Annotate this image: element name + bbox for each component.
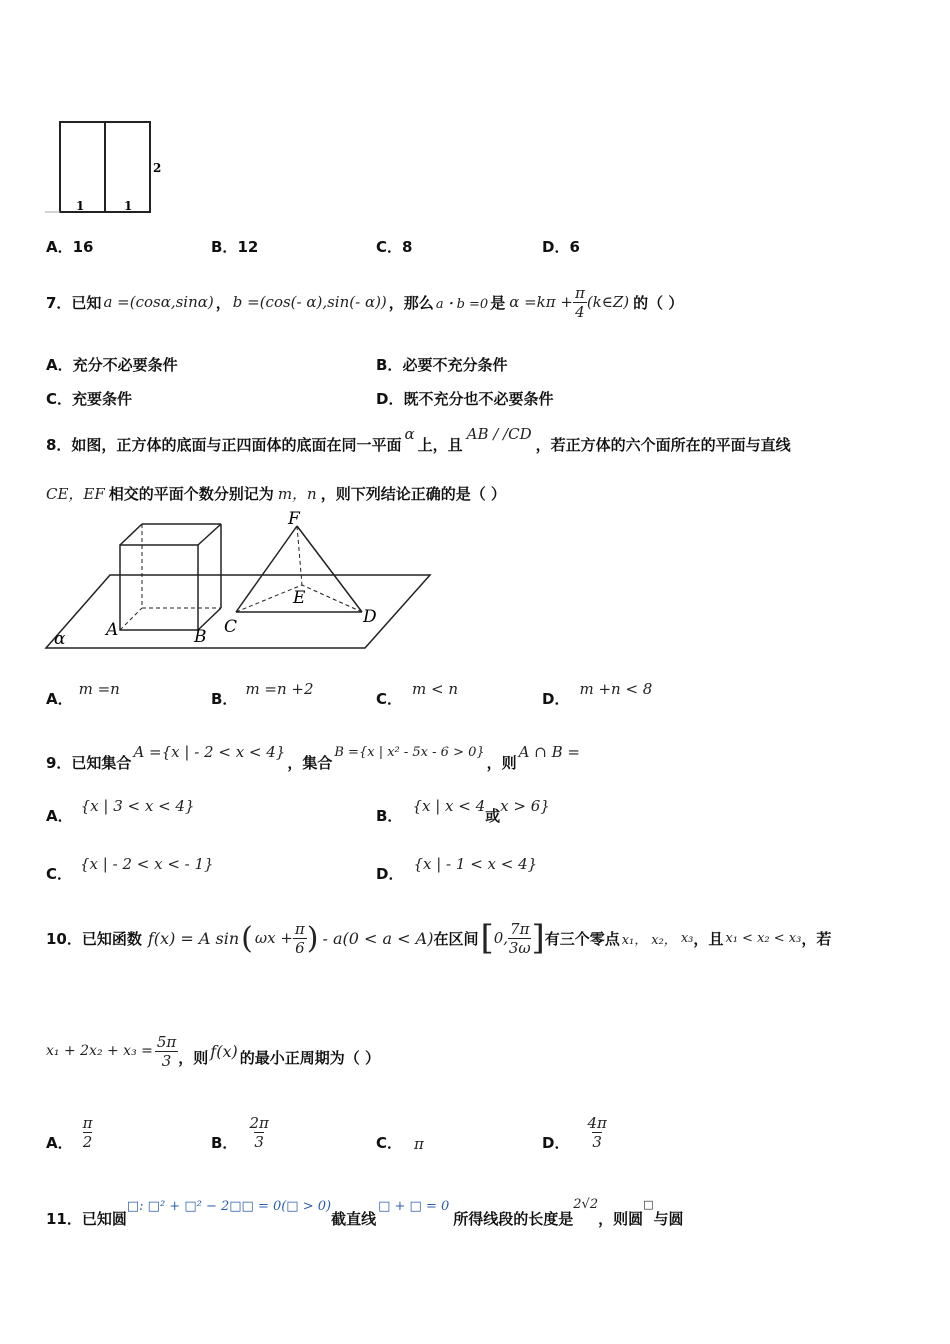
q9-option-a: A．{x | 3 < x < 4} xyxy=(46,797,195,825)
label-E: E xyxy=(293,588,306,608)
label-alpha: α xyxy=(54,629,66,649)
q6-option-b: B．12 xyxy=(211,238,259,256)
label-height: 2 xyxy=(153,161,162,175)
label-F: F xyxy=(288,510,300,529)
q9-option-c: C．{x | - 2 < x < - 1} xyxy=(46,855,214,883)
three-view-figure xyxy=(40,110,175,220)
question-11: 11．已知圆 □: □² + □² − 2□□ = 0(□ > 0) 截直线 □ + □ = 0 所得线段的长度是 2√2 ，则圆 □ 与圆 xyxy=(46,1196,684,1228)
q7-option-c: C．充要条件 xyxy=(46,390,133,408)
label-D: D xyxy=(363,607,377,627)
label-B: B xyxy=(194,627,207,647)
question-8-line-2: CE，EF 相交的平面个数分别记为 m，n ，则下列结论正确的是（ ） xyxy=(46,485,506,503)
q8-option-b: B．m =n +2 xyxy=(211,680,314,708)
q10-option-d: D． $\frac{4\pi}{3}$ xyxy=(542,1113,607,1152)
question-9: 9．已知集合 A ={x | - 2 < x < 4} ，集合 B ={x | x² - 5x - 6 > 0} ，则 A ∩ B = xyxy=(46,743,580,772)
label-width-2: 1 xyxy=(124,199,133,213)
q9-option-b: B．{x | x < 4或x > 6} xyxy=(376,797,550,825)
q6-option-c: C．8 xyxy=(376,238,413,256)
q10-option-b: B． $\frac{2\pi}{3}$ xyxy=(211,1113,269,1152)
q10-option-c: C． π xyxy=(376,1133,424,1153)
cube-tetrahedron-figure xyxy=(40,510,440,655)
label-A: A xyxy=(106,620,119,640)
q7-option-b: B．必要不充分条件 xyxy=(376,356,508,374)
q8-option-d: D．m +n < 8 xyxy=(542,680,653,708)
q9-option-d: D．{x | - 1 < x < 4} xyxy=(376,855,538,883)
q8-option-c: C．m < n xyxy=(376,680,459,708)
question-8-line-1: 8．如图，正方体的底面与正四面体的底面在同一平面 α 上，且 AB / /CD ，若正方体的六个面所在的平面与直线 xyxy=(46,425,791,454)
question-7: 7．已知 a =(cosα,sinα) ， b =(cos(- α),sin(- α)) ，那么 a・b =0 是 α =kπ + $\frac{\pi}{4}$ (k∈Z) 的（ ） xyxy=(46,283,684,321)
label-C: C xyxy=(224,617,238,637)
question-10-line-2: x₁ + 2x₂ + x₃ = $\frac{5\pi}{3}$ ，则 f(x) 的最小正周期为（ ） xyxy=(46,1032,380,1070)
q7-option-a: A．充分不必要条件 xyxy=(46,356,178,374)
q6-option-a: A．16 xyxy=(46,238,94,256)
label-width-1: 1 xyxy=(76,199,85,213)
q6-option-d: D．6 xyxy=(542,238,580,256)
question-10-line-1: 10．已知函数 f(x) = A sin ( ωx + $\frac{\pi}{6}$ ) - a(0 < a < A) 在区间 [ 0, $\frac{7\pi}{3\omega}$ ] 有三个零点 x₁， x₂， x₃ ，且 x₁ < x₂ < x₃ ，若 xyxy=(46,918,832,958)
q7-option-d: D．既不充分也不必要条件 xyxy=(376,390,554,408)
q8-option-a: A．m =n xyxy=(46,680,120,708)
q10-option-a: A． $\frac{\pi}{2}$ xyxy=(46,1113,93,1152)
